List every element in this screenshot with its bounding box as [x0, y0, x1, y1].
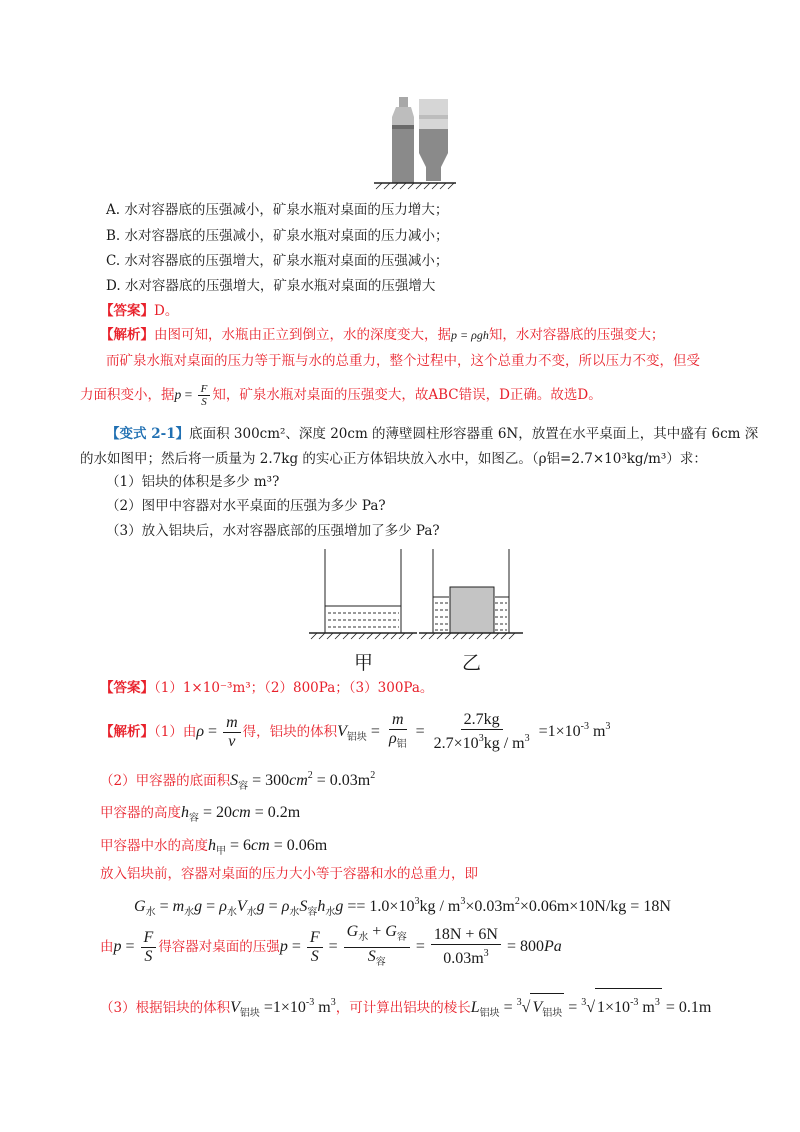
figure-label-left: 甲 [354, 652, 374, 674]
variant-text: 底面积 300cm²、深度 20cm 的薄壁圆柱形容器重 6N，放置在水平桌面上，其中盛有 6cm 深 [189, 426, 759, 442]
question-1: （1）铝块的体积是多少 m³? [106, 474, 280, 490]
figure-label-right: 乙 [462, 652, 482, 674]
analysis-text: 甲容器的高度 [100, 805, 181, 821]
variant-line-1 [106, 424, 758, 444]
pressure-calculation: p = $\frac{F}{S}$ = $\frac{G_水 + G_容}{S_容}$ = $\frac{18N + 6N}{0.03m^3}$ = 800Pa [279, 922, 562, 968]
variant-line-2: 的水如图甲；然后将一质量为 2.7kg 的实心正方体铝块放入水中，如图乙。（ρ铝=2.7×10³kg/m³）求： [80, 451, 707, 467]
pressure-formula: p = ρgh [451, 328, 489, 342]
analysis-text: 甲容器中水的高度 [100, 838, 208, 854]
analysis-2-step-4 [100, 834, 327, 864]
analysis-2-step-3 [100, 801, 300, 831]
analysis-text: （3）根据铝块的体积 [100, 1000, 231, 1016]
analysis-text: 得容器对桌面的压强 [158, 939, 280, 955]
p-equals-f-over-s: p = $\frac{F}{S}$ [175, 387, 213, 402]
analysis-label: 【解析】 [100, 724, 154, 740]
density-formula: ρ = $\frac{m}{v}$ [196, 723, 242, 740]
bottles-figure [370, 95, 460, 190]
analysis-2-step-7 [100, 988, 711, 1028]
question-2: （2）图甲中容器对水平桌面的压强为多少 Pa? [106, 498, 386, 514]
containers-figure [305, 545, 525, 645]
volume-calculation: $V_{铝块}$ = $\frac{m}{\rho_铝}$ = $\frac{2.7kg}{2.7\times 10^3kg / m^3}$ $=1\times 10^{-3}$ $m^3$ [337, 710, 611, 753]
analysis-1-line-2: 而矿泉水瓶对桌面的压力等于瓶与水的总重力，整个过程中，这个总重力不变，所以压力不变，但受 [106, 353, 700, 369]
analysis-text: 由图可知，水瓶由正立到倒立，水的深度变大，据 [154, 327, 451, 343]
analysis-text: 得，铝块的体积 [242, 724, 338, 740]
analysis-text: 知，水对容器底的压强变大； [488, 327, 665, 343]
answer-1 [100, 301, 178, 321]
analysis-text: 知，矿泉水瓶对桌面的压强变大，故ABC错误，D正确。故选D。 [212, 387, 602, 403]
answer-label: 【答案】 [100, 680, 154, 696]
option-a: A. 水对容器底的压强减小，矿泉水瓶对桌面的压力增大； [106, 202, 449, 218]
analysis-label: 【解析】 [100, 327, 154, 343]
question-3: （3）放入铝块后，水对容器底部的压强增加了多少 Pa? [106, 523, 440, 539]
height-calculation: $h_容 = 20cm = 0.2m$ [181, 804, 301, 824]
pressure-formula: p = $\frac{F}{S}$ [114, 938, 159, 955]
option-b: B. 水对容器底的压强减小，矿泉水瓶对桌面的压力减小； [106, 228, 449, 244]
analysis-2-step-1 [100, 705, 610, 760]
analysis-2-step-2 [100, 764, 375, 799]
gravity-equation: $G_水 = m_水g = \rho_水V_水g = \rho_水S_容h_水g == 1.0\times 10^3kg / m^3\times 0.03m^2\times 0.06m\times 10N/kg = 18N$ [134, 896, 671, 918]
analysis-text: 由 [100, 939, 114, 955]
analysis-text: （2）甲容器的底面积 [100, 773, 231, 789]
analysis-text: ，可计算出铝块的棱长 [335, 1000, 471, 1016]
analysis-2-step-6 [100, 922, 562, 972]
analysis-1-line-3 [80, 378, 602, 412]
answer-text: D。 [154, 303, 179, 319]
answer-text: （1）1×10⁻³m³；（2）800Pa；（3）300Pa。 [154, 680, 434, 696]
area-calculation: $S_容 = 300cm^2 = 0.03m^2$ [230, 770, 376, 792]
analysis-2-step-5: 放入铝块前，容器对桌面的压力大小等于容器和水的总重力，即 [100, 866, 478, 882]
answer-label: 【答案】 [100, 303, 154, 319]
analysis-1-line-1 [100, 325, 664, 345]
analysis-text: 力面积变小，据 [80, 387, 175, 403]
analysis-text: （1）由 [154, 724, 197, 740]
option-c: C. 水对容器底的压强增大，矿泉水瓶对桌面的压强减小； [106, 253, 449, 269]
water-height-calculation: $h_甲 = 6cm = 0.06m$ [208, 837, 328, 857]
variant-label: 【变式 2-1】 [106, 426, 190, 442]
answer-2 [100, 678, 433, 698]
block-volume: $V_{铝块} =1\times 10^{-3}$ $m^3$ [230, 997, 336, 1019]
option-d: D. 水对容器底的压强增大，矿泉水瓶对桌面的压强增大 [106, 278, 436, 294]
edge-length-calculation: $L_{铝块} = ^3√$ $V_{铝块} = ^3√$ $1\times 10^{-3}$ $m^3 = 0.1m$ [471, 999, 712, 1016]
